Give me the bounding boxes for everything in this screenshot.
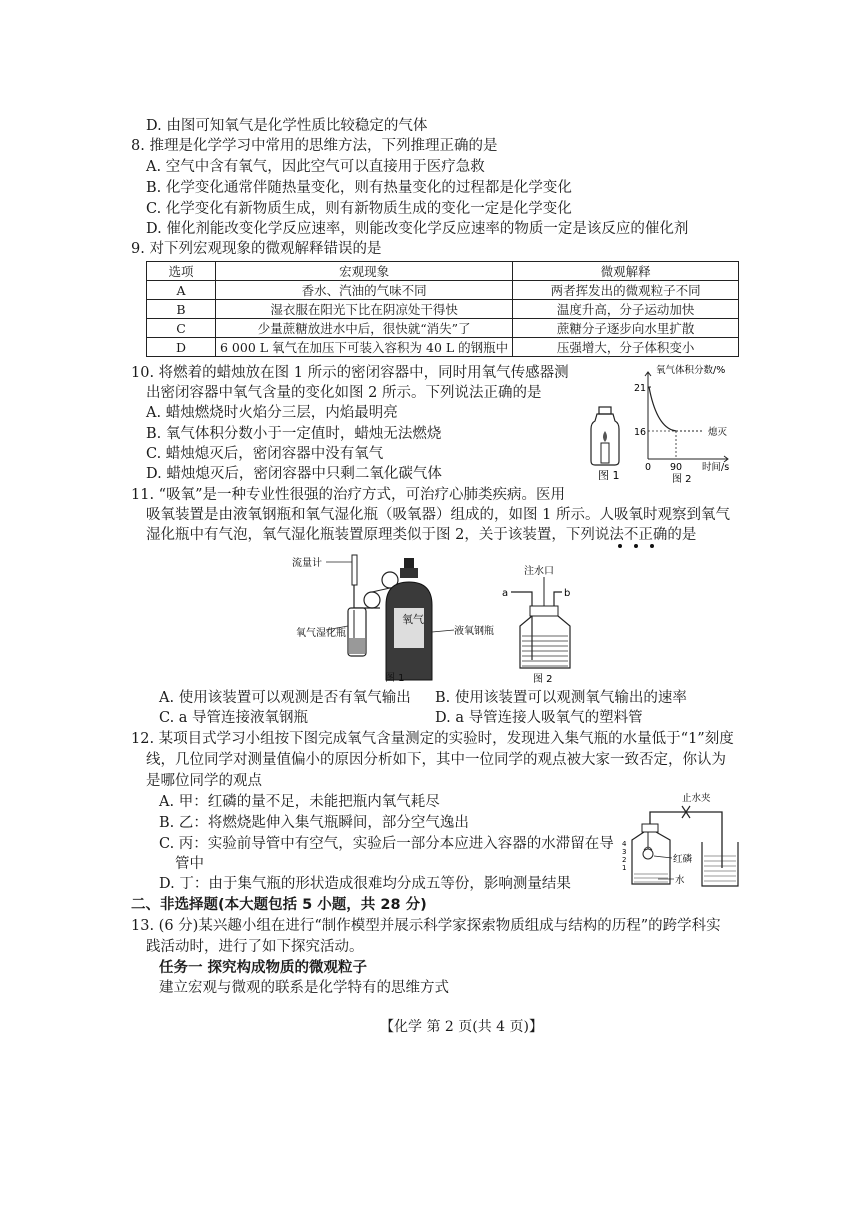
q11-option-a: A. 使用该装置可以观测是否有氧气输出 [159, 690, 411, 706]
q12-option-c: C. 丙：实验前导管中有空气，实验后一部分本应进入容器的水滞留在导 [159, 836, 614, 852]
table-header: 选项 [147, 262, 216, 281]
q8-option-b: B. 化学变化通常伴随热量变化，则有热量变化的过程都是化学变化 [146, 180, 572, 196]
q8-option-a: A. 空气中含有氧气，因此空气可以直接用于医疗急救 [146, 159, 485, 175]
emphasis-dot [650, 544, 654, 548]
table-cell: C [147, 319, 216, 338]
fig2-caption: 图 2 [533, 674, 553, 685]
table-row [147, 300, 739, 319]
table-cell: 香水、汽油的气味不同 [216, 281, 513, 300]
table-cell: 6 000 L 氧气在加压下可装入容积为 40 L 的钢瓶中 [216, 338, 513, 357]
q12-stem-1: 12. 某项目式学习小组按下图完成氧气含量测定的实验时，发现进入集气瓶的水量低于“1”刻度 [131, 731, 734, 747]
q11-option-b: B. 使用该装置可以观测氧气输出的速率 [435, 690, 687, 706]
q8-stem: 8. 推理是化学学习中常用的思维方法，下列推理正确的是 [131, 138, 498, 154]
fig1-caption: 图 1 [385, 673, 405, 684]
q13-stem-2: 践活动时，进行了如下探究活动。 [146, 939, 364, 955]
inlet-label: 注水口 [524, 566, 554, 577]
table-cell: 两者挥发出的微观粒子不同 [513, 281, 739, 300]
q11-stem-1: 11. “吸氧”是一种专业性很强的治疗方式，可治疗心肺类疾病。医用 [131, 487, 565, 503]
q11-option-d: D. a 导管连接人吸氧气的塑料管 [435, 710, 643, 726]
q13-task1-title: 任务一 探究构成物质的微观粒子 [159, 960, 368, 976]
flowmeter-label: 流量计 [292, 558, 322, 569]
page-footer: 【化学 第 2 页(共 4 页)】 [380, 1019, 543, 1035]
scale-mark: 2 [622, 856, 627, 864]
q10-option-b: B. 氧气体积分数小于一定值时，蜡烛无法燃烧 [146, 426, 442, 442]
table-cell: D [147, 338, 216, 357]
section-title: 二、非选择题(本大题包括 5 小题，共 28 分) [131, 897, 427, 913]
tube-a-label: a [502, 588, 509, 599]
table-row [147, 281, 739, 300]
tube-b-label: b [564, 588, 571, 599]
q7-option-d: D. 由图可知氧气是化学性质比较稳定的气体 [146, 118, 428, 134]
q13-task1-desc: 建立宏观与微观的联系是化学特有的思维方式 [159, 980, 449, 996]
emphasis-dot [618, 544, 622, 548]
q9-table [146, 261, 739, 357]
q8-option-c: C. 化学变化有新物质生成，则有新物质生成的变化一定是化学变化 [146, 201, 572, 217]
q11-fig2-bottle [498, 560, 598, 685]
q12-fig-apparatus [618, 790, 740, 890]
table-row [147, 338, 739, 357]
graph-annotation: 熄灭 [708, 427, 728, 438]
q10-stem-2: 出密闭容器中氧气含量的变化如图 2 所示。下列说法正确的是 [146, 385, 542, 401]
graph-ytick: 16 [634, 427, 647, 438]
cylinder-text: 氧气 [402, 613, 424, 626]
q10-fig2-graph [628, 362, 740, 484]
phosphorus-label: 红磷 [673, 854, 693, 865]
scale-mark: 1 [622, 864, 627, 872]
graph-xtick: 90 [670, 462, 683, 473]
q10-option-c: C. 蜡烛熄灭后，密闭容器中没有氧气 [146, 446, 384, 462]
q10-fig1-candle-jar [585, 405, 625, 480]
q10-option-a: A. 蜡烛燃烧时火焰分三层，内焰最明亮 [146, 405, 398, 421]
table-cell: B [147, 300, 216, 319]
water-label: 水 [675, 875, 685, 886]
table-cell: 湿衣服在阳光下比在阴凉处干得快 [216, 300, 513, 319]
cylinder-label: 液氧钢瓶 [454, 626, 494, 637]
humidifier-label: 氧气湿化瓶 [296, 628, 346, 639]
scale-mark: 3 [622, 848, 627, 856]
q8-option-d: D. 催化剂能改变化学反应速率，则能改变化学反应速率的物质一定是该反应的催化剂 [146, 221, 689, 237]
table-cell: 蔗糖分子逐步向水里扩散 [513, 319, 739, 338]
graph-ytick: 21 [634, 383, 647, 394]
graph-xlabel: 时间/s [702, 462, 730, 473]
table-cell: A [147, 281, 216, 300]
q9-stem: 9. 对下列宏观现象的微观解释错误的是 [131, 241, 382, 257]
q12-option-c-cont: 管中 [175, 856, 204, 872]
q12-option-b: B. 乙：将燃烧匙伸入集气瓶瞬间，部分空气逸出 [159, 815, 469, 831]
q12-stem-3: 是哪位同学的观点 [146, 773, 262, 789]
table-row [147, 319, 739, 338]
graph-ylabel: 氧气体积分数/% [656, 365, 726, 376]
q12-stem-2: 线，几位同学对测量值偏小的原因分析如下，其中一位同学的观点被大家一致否定，你认为 [146, 752, 726, 768]
scale-mark: 4 [622, 840, 627, 848]
q12-option-a: A. 甲：红磷的量不足，未能把瓶内氧气耗尽 [159, 794, 440, 810]
table-header-row [147, 262, 739, 281]
table-cell: 温度升高，分子运动加快 [513, 300, 739, 319]
graph-xtick: 0 [645, 462, 652, 473]
clamp-label: 止水夹 [682, 793, 711, 804]
q10-stem-1: 10. 将燃着的蜡烛放在图 1 所示的密闭容器中，同时用氧气传感器测 [131, 365, 569, 381]
table-cell: 压强增大，分子体积变小 [513, 338, 739, 357]
q10-option-d: D. 蜡烛熄灭后，密闭容器中只剩二氧化碳气体 [146, 466, 442, 482]
table-header: 宏观现象 [216, 262, 513, 281]
fig1-caption: 图 1 [598, 469, 620, 480]
fig2-caption: 图 2 [672, 474, 692, 484]
q13-stem-1: 13. (6 分)某兴趣小组在进行“制作模型并展示科学家探索物质组成与结构的历程”的跨学科实 [131, 918, 721, 934]
emphasis-dot [634, 544, 638, 548]
q11-option-c: C. a 导管连接液氧钢瓶 [159, 710, 309, 726]
q11-fig1-apparatus [290, 550, 500, 685]
q11-stem-2: 吸氧装置是由液氧钢瓶和氧气湿化瓶（吸氧器）组成的，如图 1 所示。人吸氧时观察到氧气 [146, 507, 730, 523]
q11-stem-3: 湿化瓶中有气泡，氧气湿化瓶装置原理类似于图 2，关于该装置，下列说法不正确的是 [146, 527, 697, 543]
q12-option-d: D. 丁：由于集气瓶的形状造成很难均分成五等份，影响测量结果 [159, 876, 571, 892]
table-header: 微观解释 [513, 262, 739, 281]
table-cell: 少量蔗糖放进水中后，很快就“消失”了 [216, 319, 513, 338]
